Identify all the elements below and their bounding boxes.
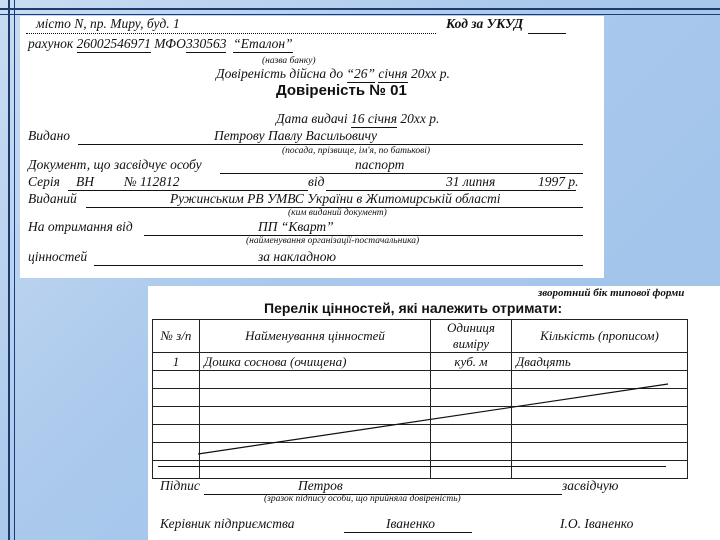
valid-month: січня xyxy=(378,66,408,81)
from-date: 31 липня xyxy=(446,174,496,189)
issued-to-caption: (посада, прізвище, ім'я, по батькові) xyxy=(282,146,431,156)
values-value: за накладною xyxy=(258,249,337,264)
head-signature: Іваненко xyxy=(386,516,435,531)
document-reverse-sheet xyxy=(148,286,720,540)
receive-from-caption: (найменування організації-постачальника) xyxy=(246,236,420,246)
table-row-empty xyxy=(153,461,688,479)
issue-date-line xyxy=(276,111,439,128)
issue-date-value: 16 січня xyxy=(350,111,397,126)
table-row-empty xyxy=(153,389,688,407)
head-name: І.О. Іваненко xyxy=(560,516,634,531)
document-title: Довіреність № 01 xyxy=(276,82,407,99)
series-label: Серія xyxy=(28,174,60,189)
reverse-side-note: зворотний бік типової форми xyxy=(538,287,685,299)
issued-to-label: Видано xyxy=(28,128,71,143)
receive-from-value: ПП “Кварт” xyxy=(258,219,334,234)
account-line xyxy=(28,36,293,53)
signature-value: Петров xyxy=(298,478,343,493)
issued-by-label: Виданий xyxy=(28,191,77,206)
row-number: 1 xyxy=(153,353,200,371)
values-table xyxy=(152,319,688,479)
list-title: Перелік цінностей, які належить отримати: xyxy=(264,300,563,316)
number-value: 112812 xyxy=(140,174,180,189)
table-header-row xyxy=(153,320,688,353)
issued-by-value: Ружинським РВ УМВС України в Житомирській області xyxy=(170,191,501,206)
issue-date-label: Дата видачі xyxy=(276,111,348,126)
valid-until-line xyxy=(216,66,450,83)
table-row-empty xyxy=(153,371,688,389)
address-text: місто N, пр. Миру, буд. 1 xyxy=(36,16,180,31)
values-label: цінностей xyxy=(28,249,88,264)
issued-to-value: Петрову Павлу Васильовичу xyxy=(214,128,378,143)
account-number: 26002546971 xyxy=(76,36,151,51)
doc-label: Документ, що засвідчує особу xyxy=(28,157,202,172)
valid-day: “26” xyxy=(346,66,376,81)
table-row-empty xyxy=(153,443,688,461)
issue-date-year: 20хх р. xyxy=(400,111,440,126)
doc-line xyxy=(220,173,583,174)
signature-caption: (зразок підпису особи, що прийняла довіреність) xyxy=(264,494,461,504)
head-label: Керівник підприємства xyxy=(160,516,295,531)
valid-year: 20хх р. xyxy=(410,66,450,81)
table-row-empty xyxy=(153,407,688,425)
okud-label: Код за УКУД xyxy=(446,16,524,31)
column-header-name: Найменування цінностей xyxy=(200,320,431,353)
head-signature-line xyxy=(344,532,472,533)
valid-until-prefix: Довіреність дійсна до xyxy=(216,66,344,81)
mfo-number: 330563 xyxy=(185,36,227,51)
table-bottom-rule xyxy=(158,466,666,467)
frame-line-horizontal-inner xyxy=(0,14,720,15)
column-header-quantity: Кількість (прописом) xyxy=(512,320,688,353)
frame-line-vertical-inner xyxy=(14,0,15,540)
doc-value: паспорт xyxy=(355,157,405,172)
number-label: № xyxy=(124,174,137,189)
signature-suffix: засвідчую xyxy=(562,478,619,493)
series-value: ВН xyxy=(76,174,94,189)
table-row-empty xyxy=(153,425,688,443)
row-unit: куб. м xyxy=(431,353,512,371)
document-front-sheet xyxy=(20,16,604,278)
issued-to-line xyxy=(78,144,583,145)
account-prefix: рахунок xyxy=(28,36,74,51)
frame-line-vertical-left xyxy=(8,0,10,540)
from-label: від xyxy=(308,174,325,189)
receive-from-label: На отримання від xyxy=(28,219,133,234)
column-header-number: № з/п xyxy=(153,320,200,353)
values-line xyxy=(94,265,583,266)
row-quantity: Двадцять xyxy=(512,353,688,371)
column-header-unit: Одиниця виміру xyxy=(431,320,512,353)
signature-label: Підпис xyxy=(160,478,200,493)
okud-line xyxy=(528,33,566,34)
table-row xyxy=(153,353,688,371)
bank-caption: (назва банку) xyxy=(262,56,316,66)
row-name: Дошка соснова (очищена) xyxy=(200,353,431,371)
from-year: 1997 р. xyxy=(538,174,579,189)
issued-by-caption: (ким виданий документ) xyxy=(288,208,387,218)
frame-line-horizontal-top xyxy=(0,8,720,10)
address-underline xyxy=(26,33,436,34)
bank-name: “Еталон” xyxy=(233,36,293,51)
mfo-label: МФО xyxy=(154,36,186,51)
